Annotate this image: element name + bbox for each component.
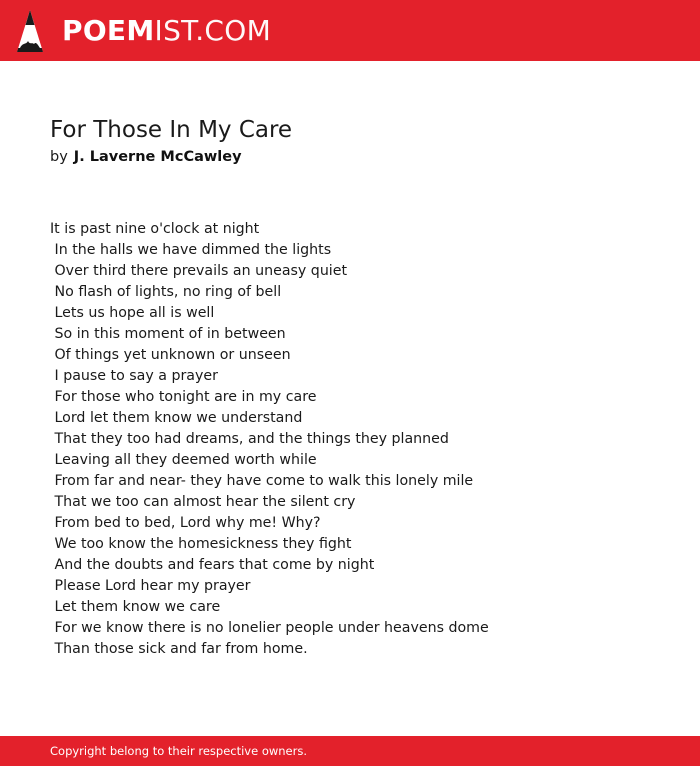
poem-line: So in this moment of in between (50, 326, 286, 342)
poem-line: Leaving all they deemed worth while (50, 452, 317, 468)
poem-line: I pause to say a prayer (50, 368, 218, 384)
poem-line: For we know there is no lonelier people under heavens dome (50, 620, 489, 636)
poem-line: It is past nine o'clock at night (50, 221, 260, 237)
site-brand (62, 14, 272, 47)
byline (50, 149, 242, 165)
poem-line: We too know the homesickness they fight (50, 536, 352, 552)
poem-line: Lord let them know we understand (50, 410, 303, 426)
poem-line: Of things yet unknown or unseen (50, 347, 291, 363)
poem-title: For Those In My Care (50, 117, 293, 143)
poem-line: From bed to bed, Lord why me! Why? (50, 515, 321, 531)
poem-line: No flash of lights, no ring of bell (50, 284, 282, 300)
poem-line: Than those sick and far from home. (50, 641, 308, 657)
author-link[interactable]: J. Laverne McCawley (73, 149, 242, 165)
poem-line: That we too can almost hear the silent cry (50, 494, 356, 510)
pencil-icon (16, 9, 44, 53)
footer-bar (0, 736, 700, 766)
copyright-text: Copyright belong to their respective owners. (50, 744, 308, 758)
poem-line: Over third there prevails an uneasy quiet (50, 263, 348, 279)
poem-line: Please Lord hear my prayer (50, 578, 251, 594)
poem-line: For those who tonight are in my care (50, 389, 317, 405)
poem-line: From far and near- they have come to walk this lonely mile (50, 473, 474, 489)
poem-line: Let them know we care (50, 599, 221, 615)
site-logo[interactable] (16, 8, 271, 54)
by-label: by (50, 149, 68, 165)
poem-line: That they too had dreams, and the things they planned (50, 431, 449, 447)
header-bar (0, 0, 700, 61)
poem-body (50, 219, 489, 660)
poem-line: Lets us hope all is well (50, 305, 215, 321)
brand-light-part: IST.COM (154, 14, 272, 47)
brand-bold-part: POEM (62, 14, 155, 47)
poem-line: In the halls we have dimmed the lights (50, 242, 332, 258)
poem-line: And the doubts and fears that come by night (50, 557, 375, 573)
